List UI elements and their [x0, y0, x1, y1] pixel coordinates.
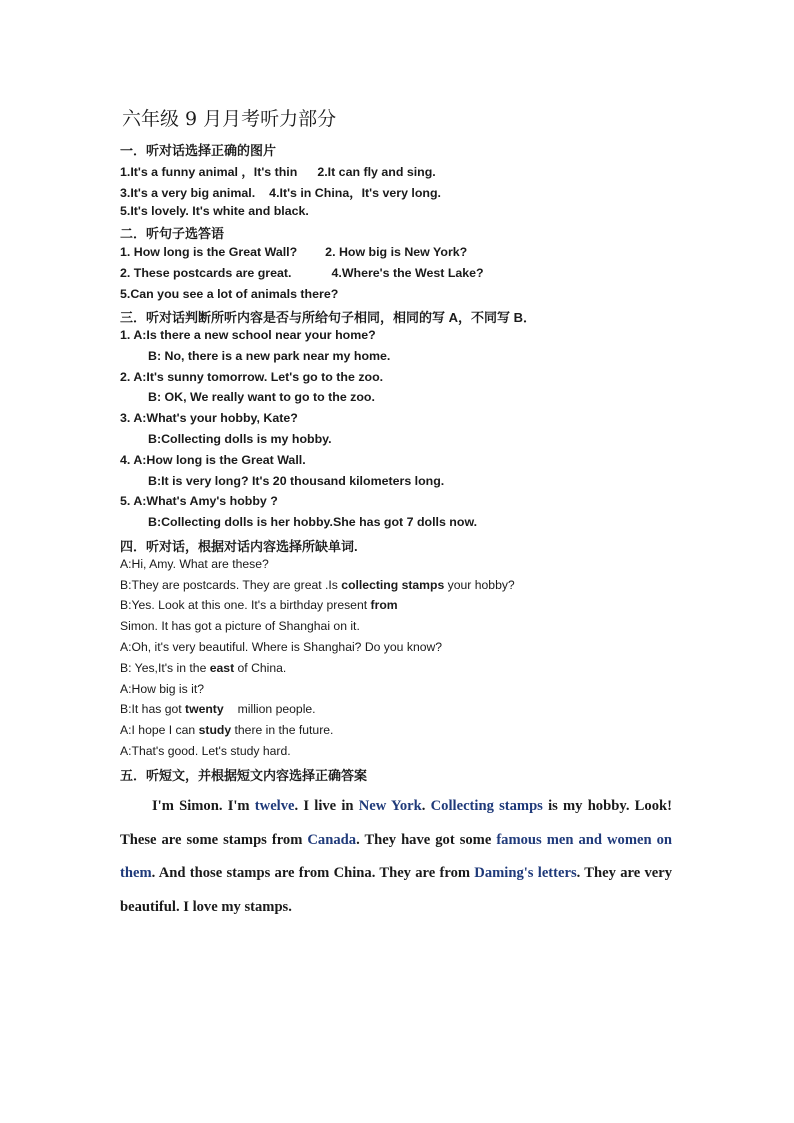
s4-text: B:Yes. Look at this one. It's a birthday present — [120, 598, 371, 612]
s3-q5: 5. A:What's Amy's hobby ? — [120, 494, 278, 508]
s2-item-1: 1. How long is the Great Wall? — [120, 245, 298, 259]
section-5-heading: 五．听短文，并根据短文内容选择正确答案 — [120, 768, 368, 783]
passage-text: . — [421, 798, 431, 814]
s4-line-5: A:Oh, it's very beautiful. Where is Shanghai? Do you know? — [120, 640, 443, 654]
s1-item-3: 3.It's a very big animal. — [120, 186, 256, 200]
passage-text: I'm Simon. I'm — [152, 798, 255, 814]
s3-r5: B:Collecting dolls is her hobby.She has got 7 dolls now. — [148, 515, 478, 529]
s4-line-9 — [120, 723, 333, 737]
s4-line-7: A:How big is it? — [120, 682, 204, 696]
s2-line-3: 5.Can you see a lot of animals there? — [120, 287, 339, 301]
s3-q3: 3. A:What's your hobby, Kate? — [120, 411, 298, 425]
passage-highlight: Canada — [307, 831, 357, 848]
passage-paragraph — [120, 790, 672, 924]
s4-text: A:I hope I can — [120, 723, 199, 737]
s4-text: there in the future. — [231, 723, 334, 737]
s4-line-10: A:That's good. Let's study hard. — [120, 744, 291, 758]
section-3-heading: 三．听对话判断所听内容是否与所给句子相同，相同的写 A，不同写 B． — [120, 310, 537, 325]
s2-item-2: 2. How big is New York? — [325, 245, 468, 259]
s4-line-1: A:Hi, Amy. What are these? — [120, 557, 269, 571]
s4-answer: twenty — [185, 702, 224, 716]
passage-highlight: New York — [358, 798, 422, 814]
s1-item-4: 4.It's in China，It's very long. — [269, 186, 441, 200]
s4-line-4: Simon. It has got a picture of Shanghai on it. — [120, 619, 360, 633]
s3-r1: B: No, there is a new park near my home. — [148, 349, 391, 363]
s4-line-3 — [120, 598, 398, 612]
s4-answer: from — [370, 598, 398, 612]
page-title: 六年级 9 月月考听力部分 — [122, 108, 337, 130]
passage-highlight: Collecting stamps — [430, 798, 543, 814]
s1-line-3: 5.It's lovely. It's white and black. — [120, 204, 309, 218]
s4-text: B:They are postcards. They are great .Is — [120, 578, 342, 592]
s4-text: million people. — [237, 702, 316, 716]
s4-line-2 — [120, 578, 515, 592]
passage-text: is my hobby. Look! These are some stamps from — [120, 798, 672, 848]
passage-text: . And those stamps are from China. They are from — [151, 865, 475, 881]
s2-line-2 — [120, 266, 484, 280]
s4-line-6 — [120, 661, 286, 675]
section-2-heading: 二．听句子选答语 — [120, 226, 225, 241]
s2-item-4: 4.Where's the West Lake? — [331, 266, 484, 280]
s2-item-3: 2. These postcards are great. — [120, 266, 292, 280]
s1-line-2 — [120, 183, 441, 201]
s4-text: your hobby? — [444, 578, 515, 592]
section-1-heading: 一．听对话选择正确的图片 — [120, 143, 277, 158]
passage-text: . They are very beautiful. I love my stamps. — [120, 865, 673, 915]
s3-r4: B:It is very long? It's 20 thousand kilometers long. — [148, 474, 445, 488]
s3-q1: 1. A:Is there a new school near your home? — [120, 328, 376, 342]
passage-highlight: twelve — [254, 798, 295, 814]
passage-text: . I live in — [294, 798, 359, 814]
passage — [120, 790, 672, 924]
passage-highlight: Daming's letters — [474, 865, 577, 881]
passage-highlight: famous men and women on them — [120, 831, 672, 881]
s4-line-8 — [120, 702, 316, 716]
s2-line-1 — [120, 245, 467, 259]
s4-text: of China. — [234, 661, 287, 675]
section-4-heading: 四．听对话，根据对话内容选择所缺单词. — [120, 539, 358, 554]
s4-answer: east — [209, 661, 235, 675]
passage-text: . They have got some — [356, 831, 497, 848]
s3-r2: B: OK, We really want to go to the zoo. — [148, 390, 375, 404]
s3-q2: 2. A:It's sunny tomorrow. Let's go to the zoo. — [120, 370, 384, 384]
s1-line-1 — [120, 162, 436, 180]
s4-text: B:It has got — [120, 702, 186, 716]
s3-r3: B:Collecting dolls is my hobby. — [148, 432, 332, 446]
s3-q4: 4. A:How long is the Great Wall. — [120, 453, 306, 467]
s4-text: B: Yes,It's in the — [120, 661, 210, 675]
s4-answer: study — [198, 723, 232, 737]
s1-item-2: 2.It can fly and sing. — [317, 165, 436, 179]
s1-item-1: 1.It's a funny animal ，It's thin — [120, 165, 298, 179]
s4-answer: collecting stamps — [341, 578, 445, 592]
